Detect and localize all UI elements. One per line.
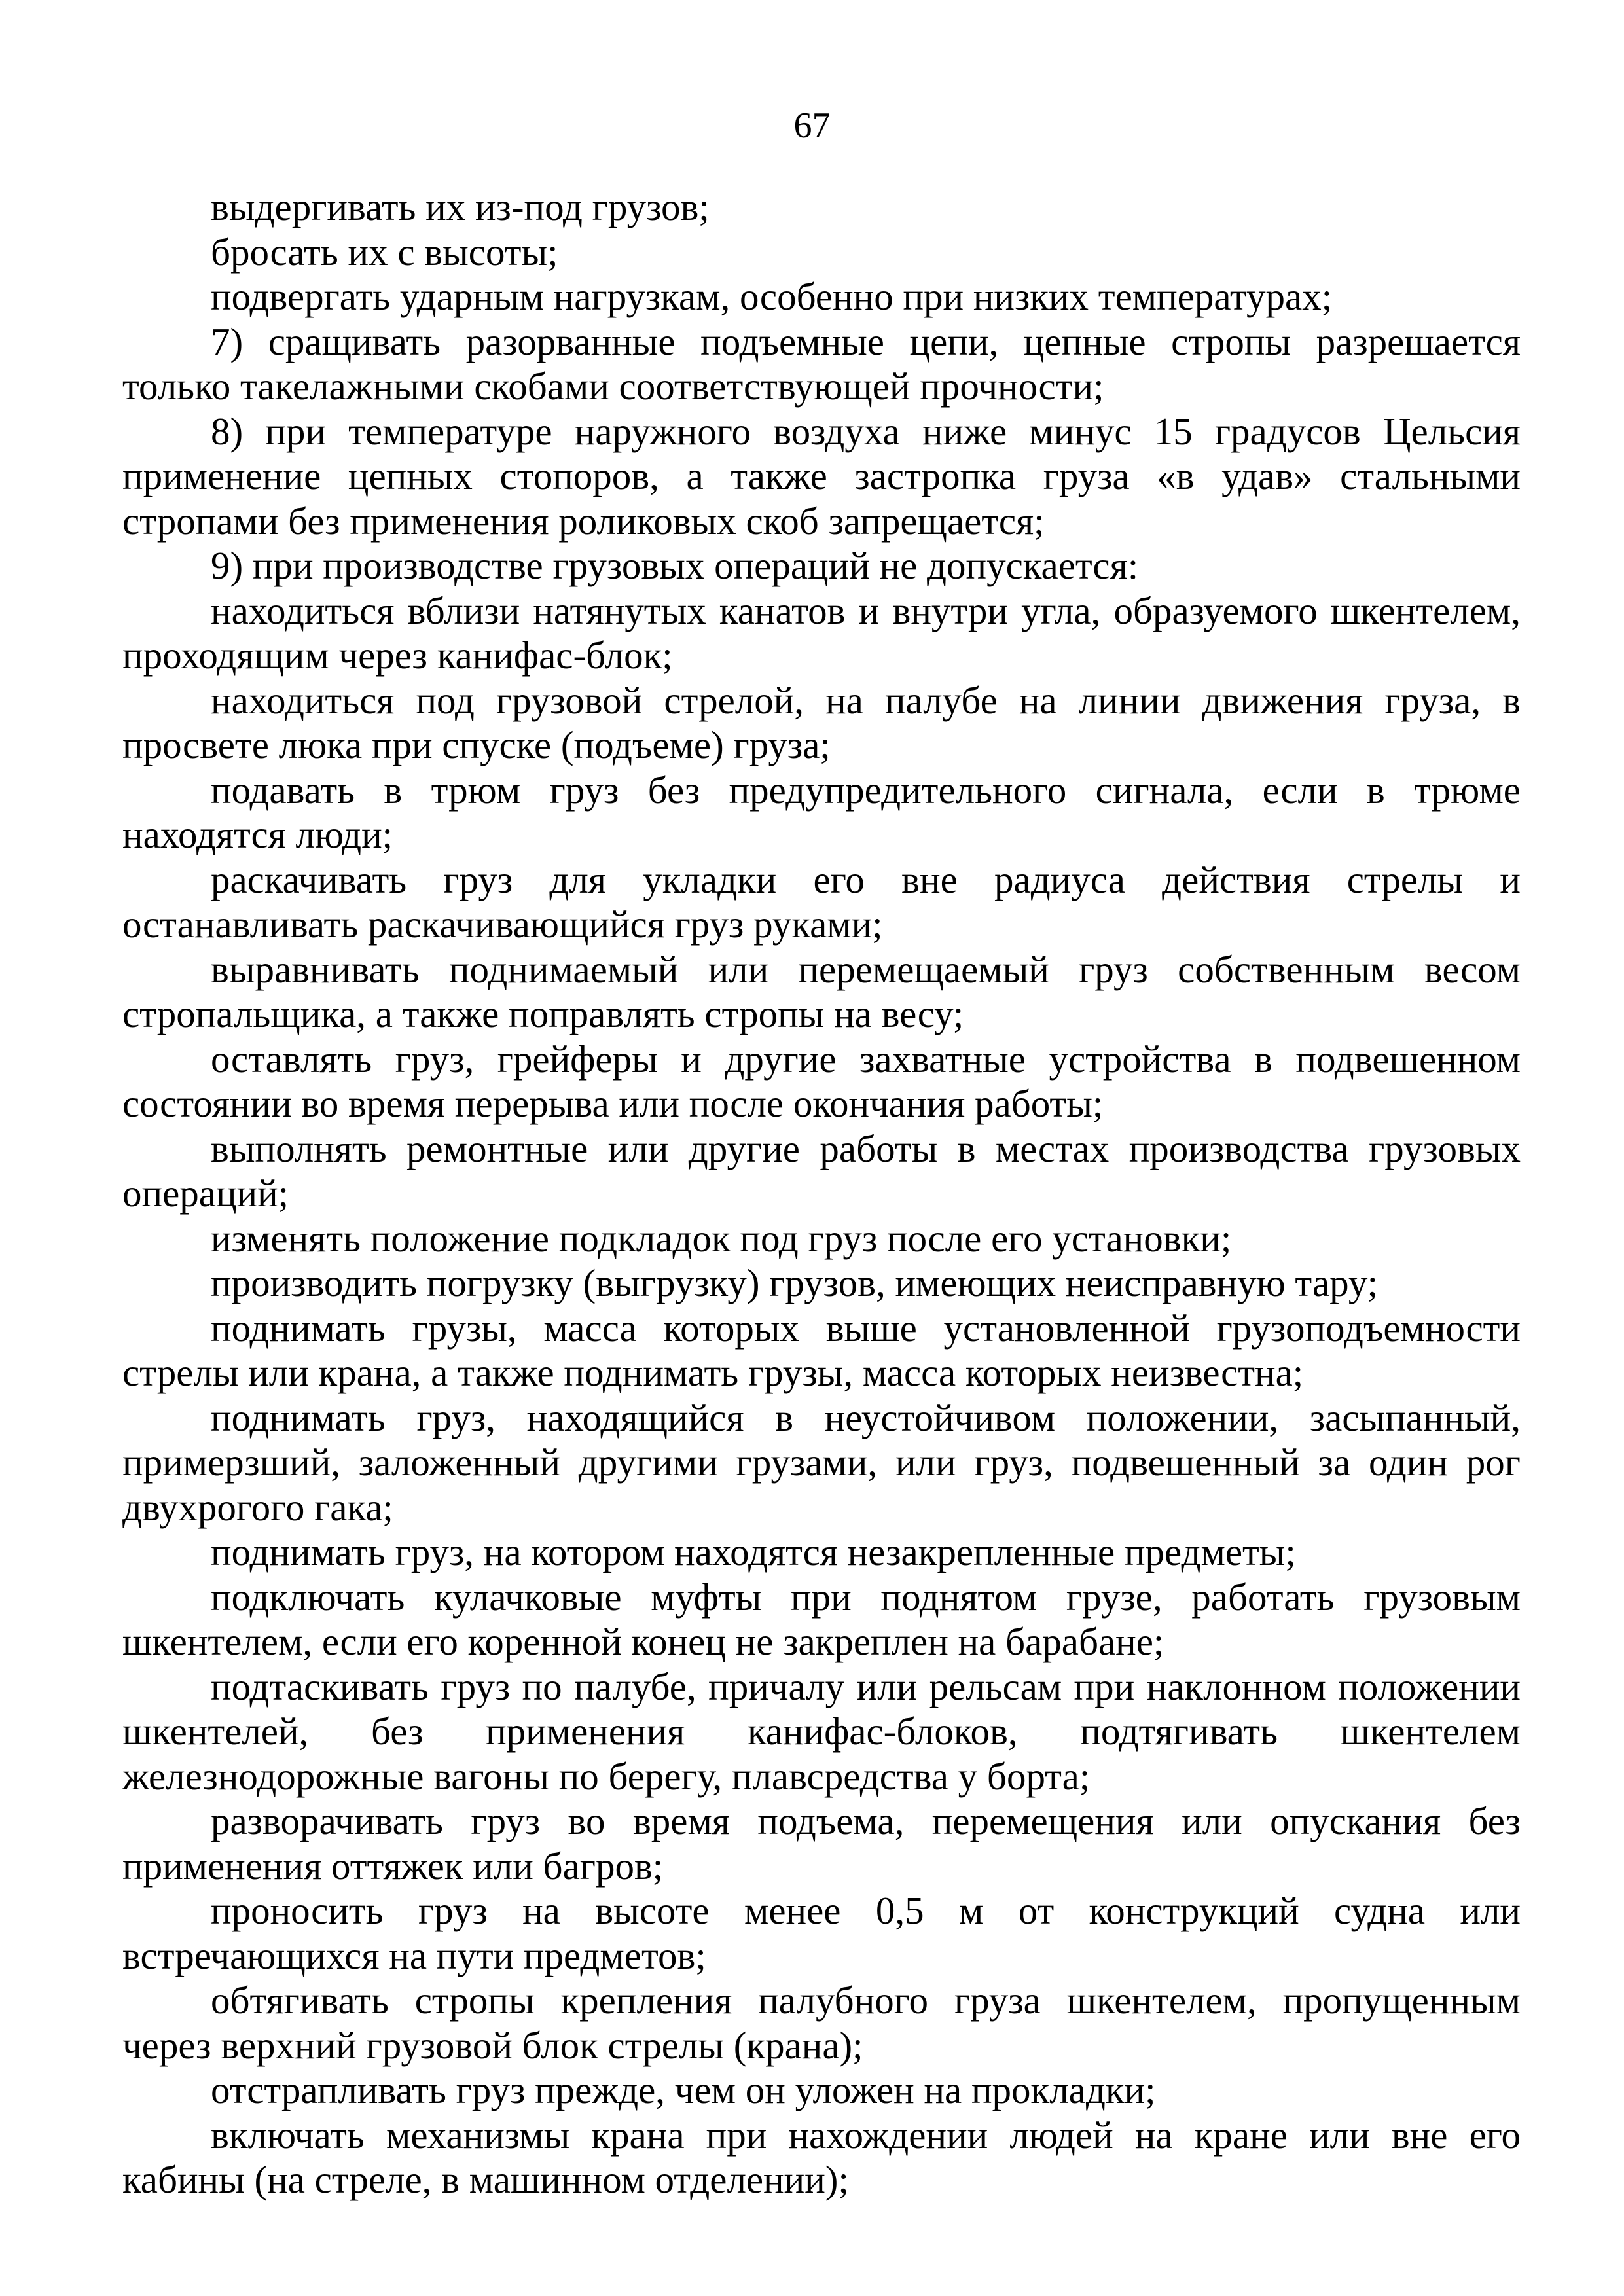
text-line: стропами без применения роликовых скоб запрещается; — [122, 499, 1045, 543]
text-line: изменять положение подкладок под груз после его установки; — [211, 1216, 1232, 1260]
text-line: находятся люди; — [122, 813, 393, 856]
paragraph — [122, 1126, 1521, 1216]
text-line: применение цепных стопоров, а также застропка груза «в удав» стальными — [122, 454, 1521, 497]
text-line: бросать их с высоты; — [211, 230, 558, 274]
paragraph — [122, 768, 1521, 857]
paragraph — [122, 1530, 1521, 1575]
text-line: отстрапливать груз прежде, чем он уложен на прокладки; — [211, 2068, 1156, 2111]
text-line: кабины (на стреле, в машинном отделении); — [122, 2158, 849, 2201]
paragraph — [122, 588, 1521, 678]
page-number: 67 — [793, 105, 831, 146]
text-line: подавать в трюм груз без предупредительного сигнала, если в трюме — [211, 768, 1521, 812]
paragraph — [122, 1799, 1521, 1888]
paragraph — [122, 1306, 1521, 1395]
text-line: только такелажными скобами соответствующей прочности; — [122, 365, 1104, 408]
text-line: находиться вблизи натянутых канатов и внутри угла, образуемого шкентелем, — [211, 588, 1521, 632]
text-line: подвергать ударным нагрузкам, особенно при низких температурах; — [211, 275, 1333, 318]
paragraph — [122, 1575, 1521, 1664]
paragraph — [122, 230, 1521, 275]
text-line: шкентелем, если его коренной конец не закреплен на барабане; — [122, 1620, 1164, 1663]
text-line: разворачивать груз во время подъема, перемещения или опускания без — [211, 1799, 1521, 1842]
text-line: 8) при температуре наружного воздуха ниже минус 15 градусов Цельсия — [211, 409, 1521, 453]
text-line: проносить груз на высоте менее 0,5 м от конструкций судна или — [211, 1889, 1521, 1932]
text-line: применения оттяжек или багров; — [122, 1844, 664, 1888]
text-line: просвете люка при спуске (подъеме) груза; — [122, 723, 831, 766]
text-line: обтягивать стропы крепления палубного груза шкентелем, пропущенным — [211, 1979, 1521, 2022]
paragraph — [122, 947, 1521, 1037]
paragraph — [122, 1888, 1521, 1978]
text-line: оставлять груз, грейферы и другие захватные устройства в подвешенном — [211, 1037, 1521, 1081]
text-line: операций; — [122, 1172, 289, 1215]
text-line: включать механизмы крана при нахождении людей на кране или вне его — [211, 2113, 1521, 2157]
text-line: примерзший, заложенный другими грузами, или груз, подвешенный за один рог — [122, 1441, 1521, 1484]
text-line: подтаскивать груз по палубе, причалу или рельсам при наклонном положении — [211, 1664, 1521, 1708]
paragraph — [122, 1664, 1521, 1799]
paragraph — [122, 1395, 1521, 1530]
text-line: через верхний грузовой блок стрелы (крана); — [122, 2023, 863, 2067]
text-line: стропальщика, а также поправлять стропы на весу; — [122, 992, 964, 1035]
paragraph — [122, 678, 1521, 768]
text-line: производить погрузку (выгрузку) грузов, имеющих неисправную тару; — [211, 1261, 1378, 1304]
text-line: поднимать грузы, масса которых выше установленной грузоподъемности — [211, 1306, 1521, 1350]
text-line: выдергивать их из-под грузов; — [211, 185, 710, 228]
paragraph — [122, 543, 1521, 588]
text-line: железнодорожные вагоны по берегу, плавсредства у борта; — [122, 1754, 1091, 1798]
document-body — [122, 185, 1521, 2202]
text-line: выполнять ремонтные или другие работы в местах производства грузовых — [211, 1126, 1521, 1170]
paragraph — [122, 2068, 1521, 2113]
text-line: выравнивать поднимаемый или перемещаемый груз собственным весом — [211, 947, 1521, 991]
text-line: проходящим через канифас-блок; — [122, 634, 673, 677]
text-line: раскачивать груз для укладки его вне радиуса действия стрелы и — [211, 857, 1521, 901]
paragraph — [122, 409, 1521, 544]
text-line: подключать кулачковые муфты при поднятом грузе, работать грузовым — [211, 1575, 1521, 1619]
paragraph — [122, 1261, 1521, 1306]
paragraph — [122, 857, 1521, 947]
text-line: встречающихся на пути предметов; — [122, 1933, 706, 1977]
text-line: двухрогого гака; — [122, 1485, 393, 1529]
paragraph — [122, 319, 1521, 409]
paragraph — [122, 274, 1521, 319]
paragraph — [122, 1037, 1521, 1126]
text-line: стрелы или крана, а также поднимать грузы, масса которых неизвестна; — [122, 1351, 1304, 1394]
text-line: 9) при производстве грузовых операций не допускается: — [211, 544, 1139, 587]
text-line: шкентелей, без применения канифас-блоков, подтягивать шкентелем — [122, 1710, 1521, 1753]
paragraph — [122, 2113, 1521, 2202]
text-line: состоянии во время перерыва или после окончания работы; — [122, 1082, 1104, 1125]
text-line: поднимать груз, находящийся в неустойчивом положении, засыпанный, — [211, 1395, 1521, 1439]
text-line: 7) сращивать разорванные подъемные цепи, цепные стропы разрешается — [211, 319, 1521, 363]
text-line: поднимать груз, на котором находятся незакрепленные предметы; — [211, 1530, 1296, 1573]
text-line: останавливать раскачивающийся груз руками; — [122, 903, 883, 946]
paragraph — [122, 185, 1521, 230]
text-line: находиться под грузовой стрелой, на палубе на линии движения груза, в — [211, 678, 1521, 722]
paragraph — [122, 1978, 1521, 2068]
paragraph — [122, 1216, 1521, 1261]
